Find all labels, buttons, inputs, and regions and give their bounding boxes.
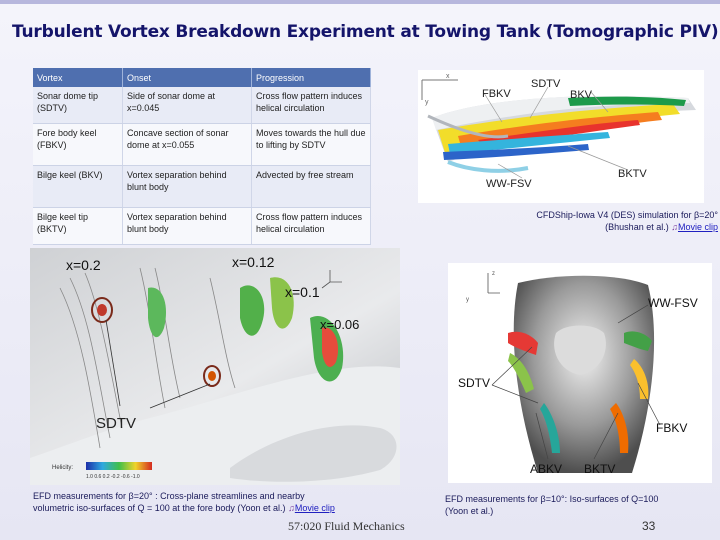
iso-caption [445,493,715,517]
table-row [33,208,371,245]
cell-progression: Cross flow pattern induces helical circulation [252,208,371,245]
table-row [33,166,371,208]
cell-vortex: Bilge keel tip (BKTV) [33,208,123,245]
iso-surface-graphic [448,263,712,483]
cell-vortex: Bilge keel (BKV) [33,166,123,208]
iso-label-sdtv: SDTV [458,376,491,390]
cell-progression: Advected by free stream [252,166,371,208]
iso-label-fbkv: FBKV [656,421,688,435]
iso-label-abkv: ABKV [530,462,563,476]
iso-label-bktv: BKTV [584,462,616,476]
efd-label-sdtv: SDTV [96,415,137,432]
cell-progression: Moves towards the hull due to lifting by SDTV [252,124,371,166]
header-vortex: Vortex [33,68,123,87]
efd-caption [33,490,423,514]
cfd-axis-y: y [425,99,429,106]
cell-onset: Concave section of sonar dome at x=0.055 [123,124,252,166]
helicity-ticks: 1.0 0.6 0.2 -0.2 -0.6 -1.0 [86,474,140,480]
efd-caption-line2-wrap [33,502,423,514]
efd-caption-line2: volumetric iso-surfaces of Q = 100 at the fore body (Yoon et al.) [33,503,286,513]
cfd-label-bkv: BKV [570,89,593,101]
iso-axis-z: z [492,271,495,277]
cfd-caption-line2: (Bhushan et al.) [605,222,669,232]
station-x02: x=0.2 [66,257,101,273]
cfd-label-fbkv: FBKV [482,88,511,100]
cell-vortex: Fore body keel (FBKV) [33,124,123,166]
efd-caption-line1: EFD measurements for β=20° : Cross-plane streamlines and nearby [33,491,305,501]
cell-onset: Vortex separation behind blunt body [123,166,252,208]
table-row [33,87,371,124]
cfd-simulation-image [418,70,704,203]
cfd-label-bktv: BKTV [618,168,647,180]
cfd-label-wwfsv: WW-FSV [486,178,532,190]
efd-streamline-image [30,248,400,485]
cell-onset: Vortex separation behind blunt body [123,208,252,245]
header-onset: Onset [123,68,252,87]
cfd-caption-line1: CFDShip-Iowa V4 (DES) simulation for β=20° [536,210,718,220]
header-progression: Progression [252,68,371,87]
cfd-axis-x: x [446,73,450,80]
cfd-label-sdtv: SDTV [531,78,561,90]
footer-course: 57:020 Fluid Mechanics [288,519,405,533]
speaker-icon: ♫ [671,222,678,232]
iso-axis-y: y [466,297,469,303]
iso-label-wwfsv: WW-FSV [648,296,698,310]
iso-caption-line1: EFD measurements for β=10°: Iso-surfaces of Q=100 [445,494,659,504]
station-x006: x=0.06 [320,317,360,332]
cell-vortex: Sonar dome tip (SDTV) [33,87,123,124]
station-x012: x=0.12 [232,254,275,270]
iso-caption-line2: (Yoon et al.) [445,506,494,516]
cfd-caption-line2-wrap [470,221,718,233]
top-rule [0,0,720,4]
slide-title: Turbulent Vortex Breakdown Experiment at Towing Tank (Tomographic PIV) [12,22,719,42]
station-x01: x=0.1 [285,284,320,300]
iso-surface-image [448,263,712,483]
cfd-movie-link[interactable]: Movie clip [677,222,718,232]
efd-movie-link[interactable]: Movie clip [294,503,335,513]
page-number: 33 [642,519,656,533]
table-row [33,124,371,166]
cfd-simulation-graphic [418,70,704,203]
cfd-caption [470,209,718,233]
vortex-table [33,68,371,245]
helicity-label: Helicity: [52,465,74,471]
speaker-icon: ♫ [288,503,295,513]
cell-onset: Side of sonar dome at x=0.045 [123,87,252,124]
efd-streamline-graphic [30,248,400,485]
table-header-row [33,68,371,87]
cell-progression: Cross flow pattern induces helical circulation [252,87,371,124]
helicity-colorbar [86,462,152,470]
